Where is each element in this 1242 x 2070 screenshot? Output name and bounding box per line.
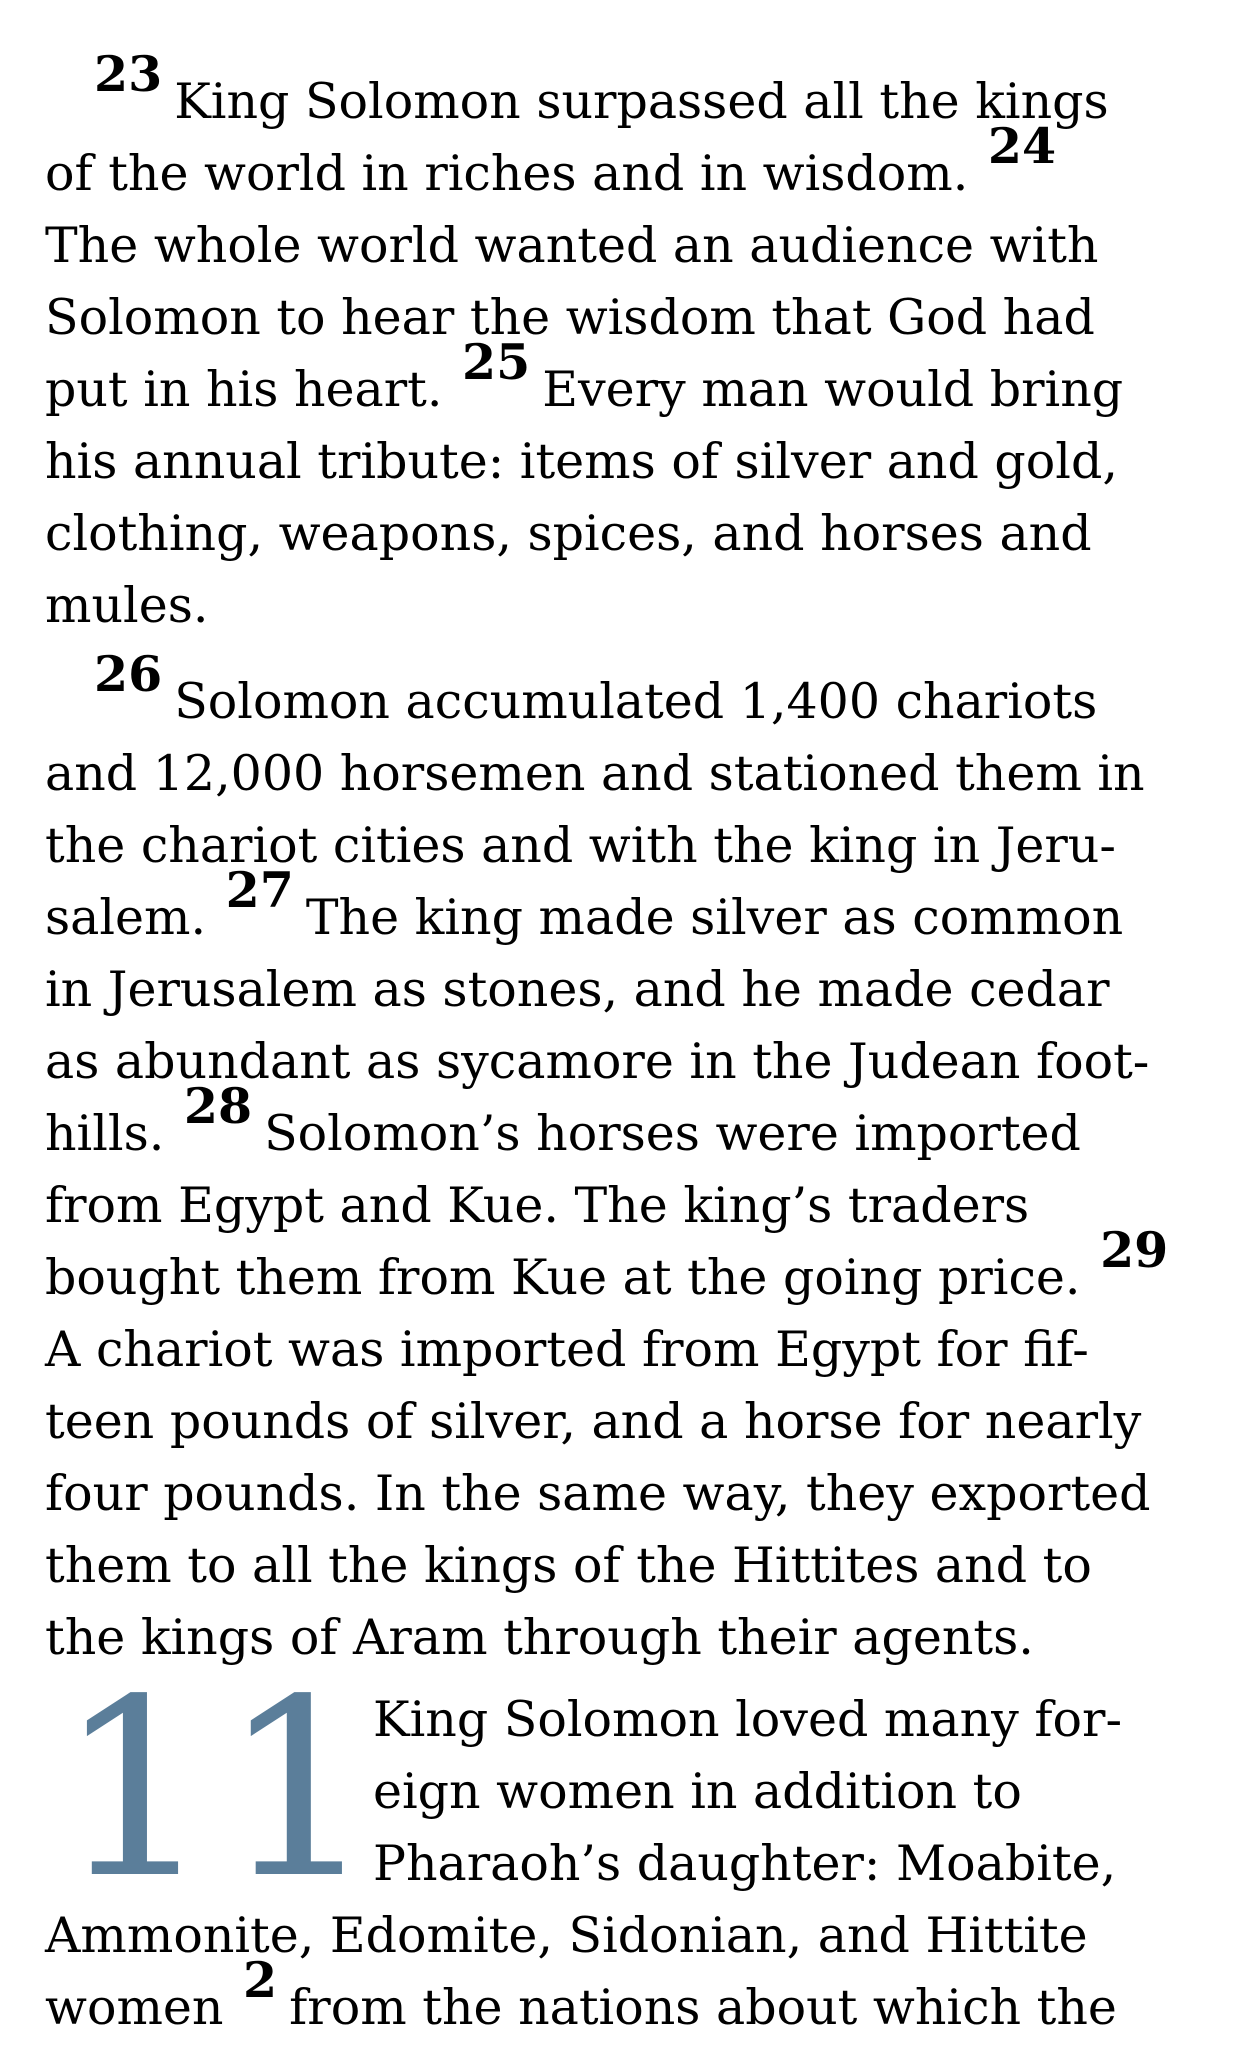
text-line <box>373 1756 1204 1828</box>
text-line <box>45 738 1204 810</box>
verse-text: The whole world wanted an audience with <box>45 217 1099 274</box>
chapter-number-dropcap: 11 <box>57 1647 385 1932</box>
text-line <box>45 1170 1204 1242</box>
text-line <box>45 333 1204 426</box>
text-line <box>45 810 1204 882</box>
paragraph-verses-23-25 <box>45 45 1204 642</box>
verse-text: four pounds. In the same way, they exported <box>45 1465 1151 1522</box>
verse-text: Solomon accumulated 1,400 chariots <box>174 673 1098 730</box>
verse-text: mules. <box>45 577 209 634</box>
verse-text: salem. <box>45 889 222 946</box>
verse-number: 2 <box>243 1951 278 2010</box>
verse-number: 29 <box>1100 1221 1169 1280</box>
verse-text: as abundant as sycamore in the Judean foot- <box>45 1033 1150 1090</box>
text-line <box>45 570 1204 642</box>
verse-number: 28 <box>183 1077 253 1136</box>
text-line <box>373 1828 1204 1900</box>
verse-text: women <box>45 1979 240 2036</box>
verse-text: put in his heart. <box>45 361 458 418</box>
paragraph-verses-26-29 <box>45 645 1204 1674</box>
text-line <box>45 954 1204 1026</box>
verse-number: 27 <box>225 861 294 920</box>
verse-text: Every man would bring <box>542 361 1124 418</box>
verse-number: 26 <box>94 645 163 704</box>
verse-text: and 12,000 horsemen and stationed them in <box>45 745 1145 802</box>
text-line <box>45 1221 1204 1314</box>
verse-number: 24 <box>987 117 1057 176</box>
verse-text: bought them from Kue at the going price. <box>45 1249 1097 1306</box>
verse-text: Solomon to hear the wisdom that God had <box>45 289 1095 346</box>
verse-text: Pharaoh’s daughter: Moabite, <box>373 1835 1117 1892</box>
text-line <box>45 117 1204 210</box>
text-line <box>45 1951 1204 2044</box>
verse-text: The king made silver as common <box>305 889 1124 946</box>
text-line <box>45 1314 1204 1386</box>
verse-text: the kings of Aram through their agents. <box>45 1609 1034 1666</box>
verse-number: 25 <box>461 333 531 392</box>
verse-text: them to all the kings of the Hittites and to <box>45 1537 1092 1594</box>
verse-text: clothing, weapons, spices, and horses and <box>45 505 1092 562</box>
verse-text: King Solomon surpassed all the kings <box>174 73 1109 130</box>
chapter-11-opening <box>45 1647 1204 2044</box>
text-line <box>45 498 1204 570</box>
text-line <box>45 861 1204 954</box>
verse-text: eign women in addition to <box>373 1763 1022 1820</box>
verse-text: King Solomon loved many for- <box>373 1691 1123 1748</box>
text-line <box>373 1684 1204 1756</box>
verse-text: Ammonite, Edomite, Sidonian, and Hittite <box>45 1907 1088 1964</box>
text-line <box>45 1386 1204 1458</box>
verse-text: the chariot cities and with the king in Jeru- <box>45 817 1116 874</box>
text-line <box>45 282 1204 354</box>
text-line <box>45 1458 1204 1530</box>
verse-text: teen pounds of silver, and a horse for nearly <box>45 1393 1142 1450</box>
text-line <box>45 1077 1204 1170</box>
verse-text: Solomon’s horses were imported <box>264 1105 1081 1162</box>
verse-text: from the nations about which the <box>289 1979 1117 2036</box>
verse-number: 23 <box>94 45 163 104</box>
text-line <box>45 645 1204 738</box>
text-line <box>45 426 1204 498</box>
text-line <box>45 1530 1204 1602</box>
verse-text: hills. <box>45 1105 180 1162</box>
verse-text: A chariot was imported from Egypt for fif- <box>45 1321 1089 1378</box>
verse-text: in Jerusalem as stones, and he made cedar <box>45 961 1110 1018</box>
text-line <box>45 210 1204 282</box>
verse-text: his annual tribute: items of silver and gold, <box>45 433 1118 490</box>
verse-text: of the world in riches and in wisdom. <box>45 145 984 202</box>
verse-text: from Egypt and Kue. The king’s traders <box>45 1177 1030 1234</box>
